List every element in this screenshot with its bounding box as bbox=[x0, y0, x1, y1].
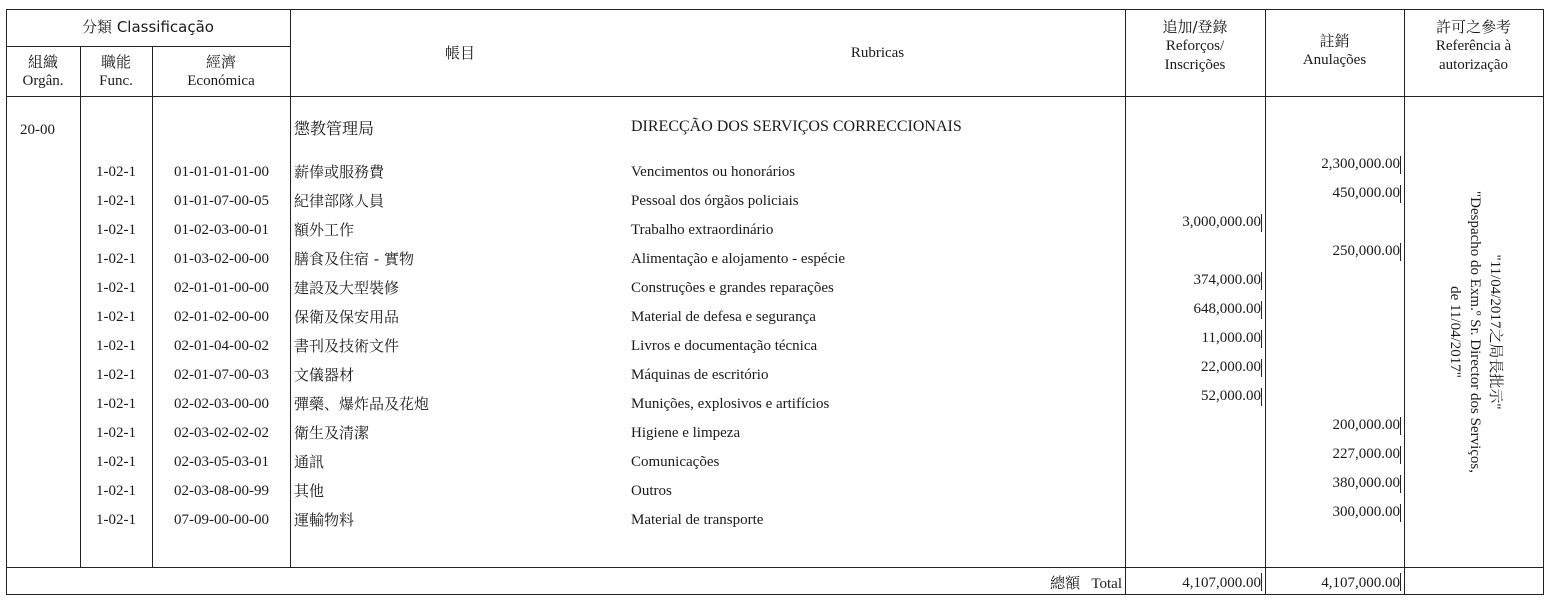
total-label-zh: 總額 bbox=[1050, 574, 1081, 592]
border-top bbox=[6, 9, 1544, 10]
header-func-pt: Func. bbox=[99, 73, 133, 89]
row-func: 1-02-1 bbox=[96, 251, 136, 267]
row-func: 1-02-1 bbox=[96, 222, 136, 238]
row-conta-zh: 衛生及清潔 bbox=[294, 424, 370, 442]
header-anulacoes-zh: 註銷 bbox=[1319, 32, 1350, 50]
total-anulacao-tick bbox=[1400, 573, 1401, 591]
row-econ: 02-01-07-00-03 bbox=[174, 367, 269, 383]
entity-name-pt: DIRECÇÃO DOS SERVIÇOS CORRECCIONAIS bbox=[631, 118, 962, 135]
row-anulacao-tick bbox=[1400, 417, 1401, 435]
row-func: 1-02-1 bbox=[96, 454, 136, 470]
row-conta-zh: 書刊及技術文件 bbox=[294, 337, 400, 355]
row-econ: 02-03-05-03-01 bbox=[174, 454, 269, 470]
entity-name-zh: 懲教管理局 bbox=[294, 119, 375, 138]
header-referencia-pt2: autorização bbox=[1438, 57, 1509, 73]
row-rubrica-pt: Vencimentos ou honorários bbox=[631, 164, 796, 180]
row-econ: 02-01-01-00-00 bbox=[174, 280, 269, 296]
header-organ bbox=[6, 53, 80, 91]
row-func: 1-02-1 bbox=[96, 309, 136, 325]
row-econ: 02-03-02-02-02 bbox=[174, 425, 269, 441]
border-bottom bbox=[6, 594, 1544, 595]
row-anulacao: 300,000.00 bbox=[1332, 504, 1400, 520]
row-anulacao: 200,000.00 bbox=[1332, 417, 1400, 433]
row-econ: 01-03-02-00-00 bbox=[174, 251, 269, 267]
row-rubrica-pt: Alimentação e alojamento - espécie bbox=[631, 251, 846, 267]
row-rubrica-pt: Material de defesa e segurança bbox=[631, 309, 816, 325]
header-econ-pt: Económica bbox=[187, 73, 255, 89]
header-reforcos bbox=[1125, 18, 1265, 75]
header-rubricas: Rubricas bbox=[850, 45, 905, 61]
header-referencia bbox=[1404, 18, 1543, 75]
row-reforco: 22,000.00 bbox=[1201, 359, 1261, 375]
row-econ: 01-02-03-00-01 bbox=[174, 222, 269, 238]
header-referencia-zh: 許可之參考 bbox=[1435, 18, 1511, 36]
row-conta-zh: 文儀器材 bbox=[294, 366, 355, 384]
total-label-pt: Total bbox=[1091, 576, 1122, 592]
row-rubrica-pt: Material de transporte bbox=[631, 512, 764, 528]
row-anulacao: 227,000.00 bbox=[1332, 446, 1400, 462]
total-anulacao: 4,107,000.00 bbox=[1321, 575, 1400, 591]
header-anulacoes-pt: Anulações bbox=[1302, 52, 1367, 68]
header-organ-pt: Orgân. bbox=[22, 73, 64, 89]
row-anulacao-tick bbox=[1400, 243, 1401, 261]
total-label bbox=[900, 575, 1122, 593]
authorization-line3: de 11/04/2017" bbox=[1447, 286, 1463, 378]
row-func: 1-02-1 bbox=[96, 483, 136, 499]
row-anulacao-tick bbox=[1400, 475, 1401, 493]
row-anulacao-tick bbox=[1400, 446, 1401, 464]
row-reforco: 11,000.00 bbox=[1201, 330, 1261, 346]
row-econ: 02-02-03-00-00 bbox=[174, 396, 269, 412]
row-func: 1-02-1 bbox=[96, 280, 136, 296]
col-conta-divider bbox=[290, 9, 291, 568]
header-reforcos-pt2: Inscrições bbox=[1164, 57, 1226, 73]
header-organ-zh: 組織 bbox=[27, 53, 58, 71]
header-econ-zh: 經濟 bbox=[205, 53, 236, 71]
row-func: 1-02-1 bbox=[96, 338, 136, 354]
row-func: 1-02-1 bbox=[96, 396, 136, 412]
row-rubrica-pt: Comunicações bbox=[631, 454, 720, 470]
row-rubrica-pt: Outros bbox=[631, 483, 672, 499]
row-econ: 02-01-02-00-00 bbox=[174, 309, 269, 325]
row-conta-zh: 通訊 bbox=[294, 453, 325, 471]
row-conta-zh: 紀律部隊人員 bbox=[294, 192, 385, 210]
row-econ: 01-01-07-00-05 bbox=[174, 193, 269, 209]
border-left bbox=[6, 9, 7, 595]
header-conta: 帳目 bbox=[444, 44, 475, 62]
row-reforco: 648,000.00 bbox=[1193, 301, 1261, 317]
row-conta-zh: 額外工作 bbox=[294, 221, 355, 239]
authorization-line1: "11/04/2017之局長批示" bbox=[1487, 254, 1503, 410]
row-func: 1-02-1 bbox=[96, 367, 136, 383]
row-reforco-tick bbox=[1261, 359, 1262, 377]
row-anulacao-tick bbox=[1400, 504, 1401, 522]
classification-divider bbox=[6, 46, 290, 47]
row-conta-zh: 其他 bbox=[294, 482, 325, 500]
header-bottom bbox=[6, 96, 1544, 97]
row-reforco: 374,000.00 bbox=[1193, 272, 1261, 288]
row-rubrica-pt: Higiene e limpeza bbox=[631, 425, 741, 441]
row-econ: 07-09-00-00-00 bbox=[174, 512, 269, 528]
row-conta-zh: 膳食及住宿 - 實物 bbox=[294, 250, 414, 268]
header-reforcos-pt1: Reforços/ bbox=[1165, 38, 1225, 54]
row-rubrica-pt: Pessoal dos órgãos policiais bbox=[631, 193, 799, 209]
row-conta-zh: 薪俸或服務費 bbox=[294, 163, 385, 181]
row-reforco-tick bbox=[1261, 301, 1262, 319]
row-func: 1-02-1 bbox=[96, 425, 136, 441]
row-conta-zh: 保衛及保安用品 bbox=[294, 308, 400, 326]
total-reforco-tick bbox=[1261, 573, 1262, 591]
row-func: 1-02-1 bbox=[96, 164, 136, 180]
row-anulacao-tick bbox=[1400, 156, 1401, 174]
authorization-line2: "Despacho do Exm.º Sr. Director dos Serviços, bbox=[1467, 191, 1483, 473]
header-anulacoes bbox=[1265, 32, 1404, 70]
col-ref-divider bbox=[1404, 9, 1405, 595]
row-rubrica-pt: Munições, explosivos e artifícios bbox=[631, 396, 830, 412]
row-reforco: 52,000.00 bbox=[1201, 388, 1261, 404]
header-referencia-pt1: Referência à bbox=[1435, 38, 1512, 54]
row-conta-zh: 建設及大型裝修 bbox=[294, 279, 400, 297]
header-func-zh: 職能 bbox=[100, 53, 131, 71]
header-reforcos-zh: 追加/登錄 bbox=[1162, 18, 1228, 36]
row-conta-zh: 運輸物料 bbox=[294, 511, 355, 529]
body-bottom bbox=[6, 567, 1544, 568]
row-rubrica-pt: Construções e grandes reparações bbox=[631, 280, 834, 296]
row-func: 1-02-1 bbox=[96, 193, 136, 209]
row-rubrica-pt: Livros e documentação técnica bbox=[631, 338, 818, 354]
row-reforco-tick bbox=[1261, 330, 1262, 348]
row-reforco: 3,000,000.00 bbox=[1182, 214, 1261, 230]
row-anulacao-tick bbox=[1400, 185, 1401, 203]
header-func bbox=[80, 53, 152, 91]
row-anulacao: 250,000.00 bbox=[1332, 243, 1400, 259]
row-reforco-tick bbox=[1261, 272, 1262, 290]
row-anulacao: 450,000.00 bbox=[1332, 185, 1400, 201]
row-rubrica-pt: Trabalho extraordinário bbox=[631, 222, 774, 238]
row-anulacao: 2,300,000.00 bbox=[1321, 156, 1400, 172]
header-econ bbox=[152, 53, 290, 91]
row-rubrica-pt: Máquinas de escritório bbox=[631, 367, 769, 383]
row-reforco-tick bbox=[1261, 388, 1262, 406]
authorization-reference bbox=[1406, 96, 1544, 568]
entity-organ: 20-00 bbox=[20, 122, 55, 138]
row-func: 1-02-1 bbox=[96, 512, 136, 528]
row-econ: 02-01-04-00-02 bbox=[174, 338, 269, 354]
header-classification: 分類 Classificação bbox=[82, 18, 214, 36]
total-reforco: 4,107,000.00 bbox=[1182, 575, 1261, 591]
row-econ: 02-03-08-00-99 bbox=[174, 483, 269, 499]
row-econ: 01-01-01-01-00 bbox=[174, 164, 269, 180]
row-anulacao: 380,000.00 bbox=[1332, 475, 1400, 491]
row-reforco-tick bbox=[1261, 214, 1262, 232]
row-conta-zh: 彈藥、爆炸品及花炮 bbox=[294, 395, 430, 413]
